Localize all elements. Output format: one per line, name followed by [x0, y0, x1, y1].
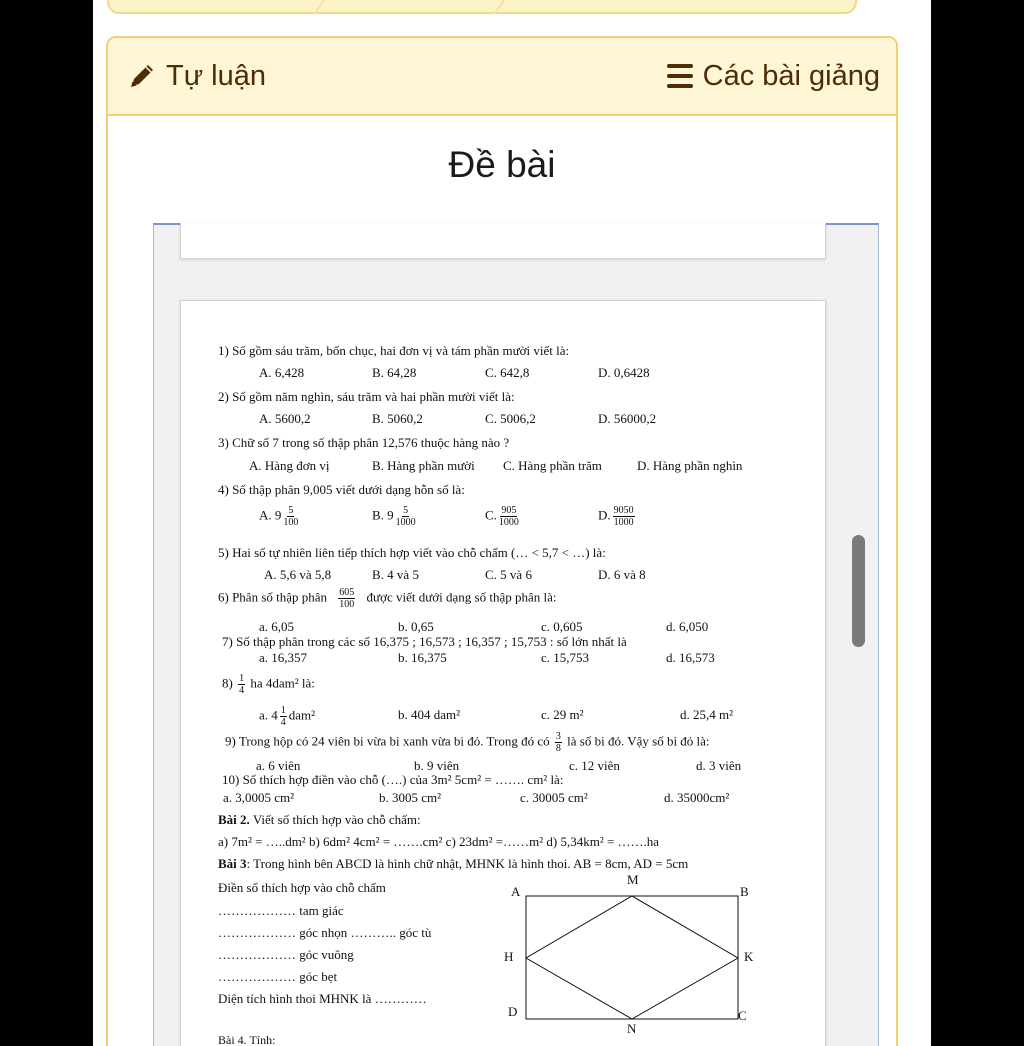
label-k: K [744, 949, 754, 964]
menu-icon [667, 64, 693, 88]
q6-option-b: b. 0,65 [398, 619, 434, 634]
label-d: D [508, 1004, 518, 1019]
question-3: 3) Chữ số 7 trong số thập phân 12,576 thuộc hàng nào ? [218, 435, 510, 450]
bai-2-heading: Bài 2. Viết số thích hợp vào chỗ chấm: [218, 812, 421, 827]
q7-option-b: b. 16,375 [398, 650, 447, 665]
q3-option-c: C. Hàng phần trăm [503, 458, 602, 473]
q5-option-b: B. 4 và 5 [372, 567, 419, 582]
q9-option-d: d. 3 viên [696, 758, 742, 773]
label-h: H [504, 949, 514, 964]
q8-option-a: a. 4 $\frac{1}{4}$ dam² [259, 705, 316, 728]
q4-option-a: A. 9 $\frac{5}{100}$ [259, 505, 299, 528]
q5-option-d: D. 6 và 8 [598, 567, 646, 582]
q1-option-d: D. 0,6428 [598, 365, 650, 380]
q2-option-d: D. 56000,2 [598, 411, 657, 426]
previous-card-bottom [107, 0, 857, 14]
page-title: Đề bài [448, 144, 556, 185]
previous-page [180, 223, 826, 259]
bai-3-line-2: ……………… góc nhọn ……….. góc tù [218, 925, 432, 940]
scrollbar-thumb[interactable] [852, 535, 865, 647]
page [93, 0, 931, 1046]
question-6: 6) Phân số thập phân $\frac{605}{100}$ được viết dưới dạng số thập phân là: [218, 587, 557, 610]
question-7: 7) Số thập phân trong các số 16,375 ; 16,573 ; 16,357 ; 15,753 : số lớn nhất là [222, 634, 627, 649]
question-4: 4) Số thập phân 9,005 viết dưới dạng hỗn số là: [218, 482, 465, 497]
card-header [108, 38, 896, 116]
q5-option-a: A. 5,6 và 5,8 [264, 567, 332, 582]
question-5: 5) Hai số tự nhiên liên tiếp thích hợp viết vào chỗ chấm (… < 5,7 < …) là: [218, 545, 606, 560]
q1-option-b: B. 64,28 [372, 365, 417, 380]
question-9: 9) Trong hộp có 24 viên bi vừa bi xanh vừa bi đỏ. Trong đó có $\frac{3}{8}$ là số bi đỏ. Vậy số bi đỏ là: [225, 731, 710, 754]
label-a: A [511, 884, 521, 899]
cac-bai-giang-button[interactable] [667, 60, 880, 93]
q4-option-b: B. 9 $\frac{5}{1000}$ [372, 505, 416, 528]
bai-2-items: a) 7m² = …..dm² b) 6dm² 4cm² = …….cm² c) 23dm² =……m² d) 5,34km² = …….ha [218, 834, 660, 849]
pencil-icon [126, 60, 158, 92]
q8-option-b: b. 404 dam² [398, 707, 461, 722]
bai-3-instruction: Điền số thích hợp vào chỗ chấm [218, 880, 386, 895]
question-8: 8) $\frac{1}{4}$ ha 4dam² là: [222, 673, 315, 696]
bai-3-line-3: ……………… góc vuông [218, 947, 354, 962]
q10-option-d: d. 35000cm² [664, 790, 730, 805]
document-page [180, 300, 826, 1046]
q3-option-d: D. Hàng phần nghìn [637, 458, 743, 473]
q5-option-c: C. 5 và 6 [485, 567, 532, 582]
tu-luan-label: Tự luận [166, 59, 267, 92]
bai-4-heading: Bài 4. Tính: [218, 1033, 276, 1046]
cac-bai-giang-label: Các bài giảng [702, 59, 880, 92]
question-10: 10) Số thích hợp điền vào chỗ (….) của 3m² 5cm² = ……. cm² là: [222, 772, 564, 787]
q1-option-a: A. 6,428 [259, 365, 305, 380]
document-viewer[interactable] [153, 223, 879, 1046]
q3-option-a: A. Hàng đơn vị [249, 458, 330, 473]
question-1: 1) Số gồm sáu trăm, bốn chục, hai đơn vị và tám phần mười viết là: [218, 343, 570, 358]
q6-option-a: a. 6,05 [259, 619, 295, 634]
q7-option-d: d. 16,573 [666, 650, 715, 665]
label-n: N [627, 1021, 637, 1036]
bai-3-line-4: ……………… góc bẹt [218, 969, 338, 984]
bai-3-line-5: Diện tích hình thoi MHNK là ………… [218, 991, 427, 1006]
q8-option-c: c. 29 m² [541, 707, 584, 722]
q1-option-c: C. 642,8 [485, 365, 530, 380]
q2-option-b: B. 5060,2 [372, 411, 423, 426]
diagram-svg [504, 871, 754, 1041]
q7-option-a: a. 16,357 [259, 650, 308, 665]
label-b: B [740, 884, 749, 899]
q3-option-b: B. Hàng phần mười [372, 458, 475, 473]
rectangle-rhombus-diagram [504, 871, 754, 1041]
q9-option-b: b. 9 viên [414, 758, 460, 773]
q9-option-c: c. 12 viên [569, 758, 620, 773]
content-card [106, 36, 898, 1046]
q10-option-b: b. 3005 cm² [379, 790, 442, 805]
q6-option-c: c. 0,605 [541, 619, 583, 634]
label-c: C [738, 1008, 747, 1023]
q10-option-c: c. 30005 cm² [520, 790, 588, 805]
q6-option-d: d. 6,050 [666, 619, 709, 634]
q2-option-a: A. 5600,2 [259, 411, 311, 426]
q10-option-a: a. 3,0005 cm² [223, 790, 295, 805]
q8-option-d: d. 25,4 m² [680, 707, 734, 722]
question-2: 2) Số gồm năm nghìn, sáu trăm và hai phần mười viết là: [218, 389, 515, 404]
bai-3-heading: Bài 3: Trong hình bên ABCD là hình chữ nhật, MHNK là hình thoi. AB = 8cm, AD = 5cm [218, 856, 689, 871]
q2-option-c: C. 5006,2 [485, 411, 536, 426]
q7-option-c: c. 15,753 [541, 650, 590, 665]
bai-3-line-1: ……………… tam giác [218, 903, 344, 918]
q4-option-c: C. $\frac{905}{1000}$ [485, 505, 519, 528]
q4-option-d: D. $\frac{9050}{1000}$ [598, 505, 634, 528]
tu-luan-tab[interactable] [126, 60, 266, 93]
q9-option-a: a. 6 viên [256, 758, 301, 773]
label-m: M [627, 872, 639, 887]
